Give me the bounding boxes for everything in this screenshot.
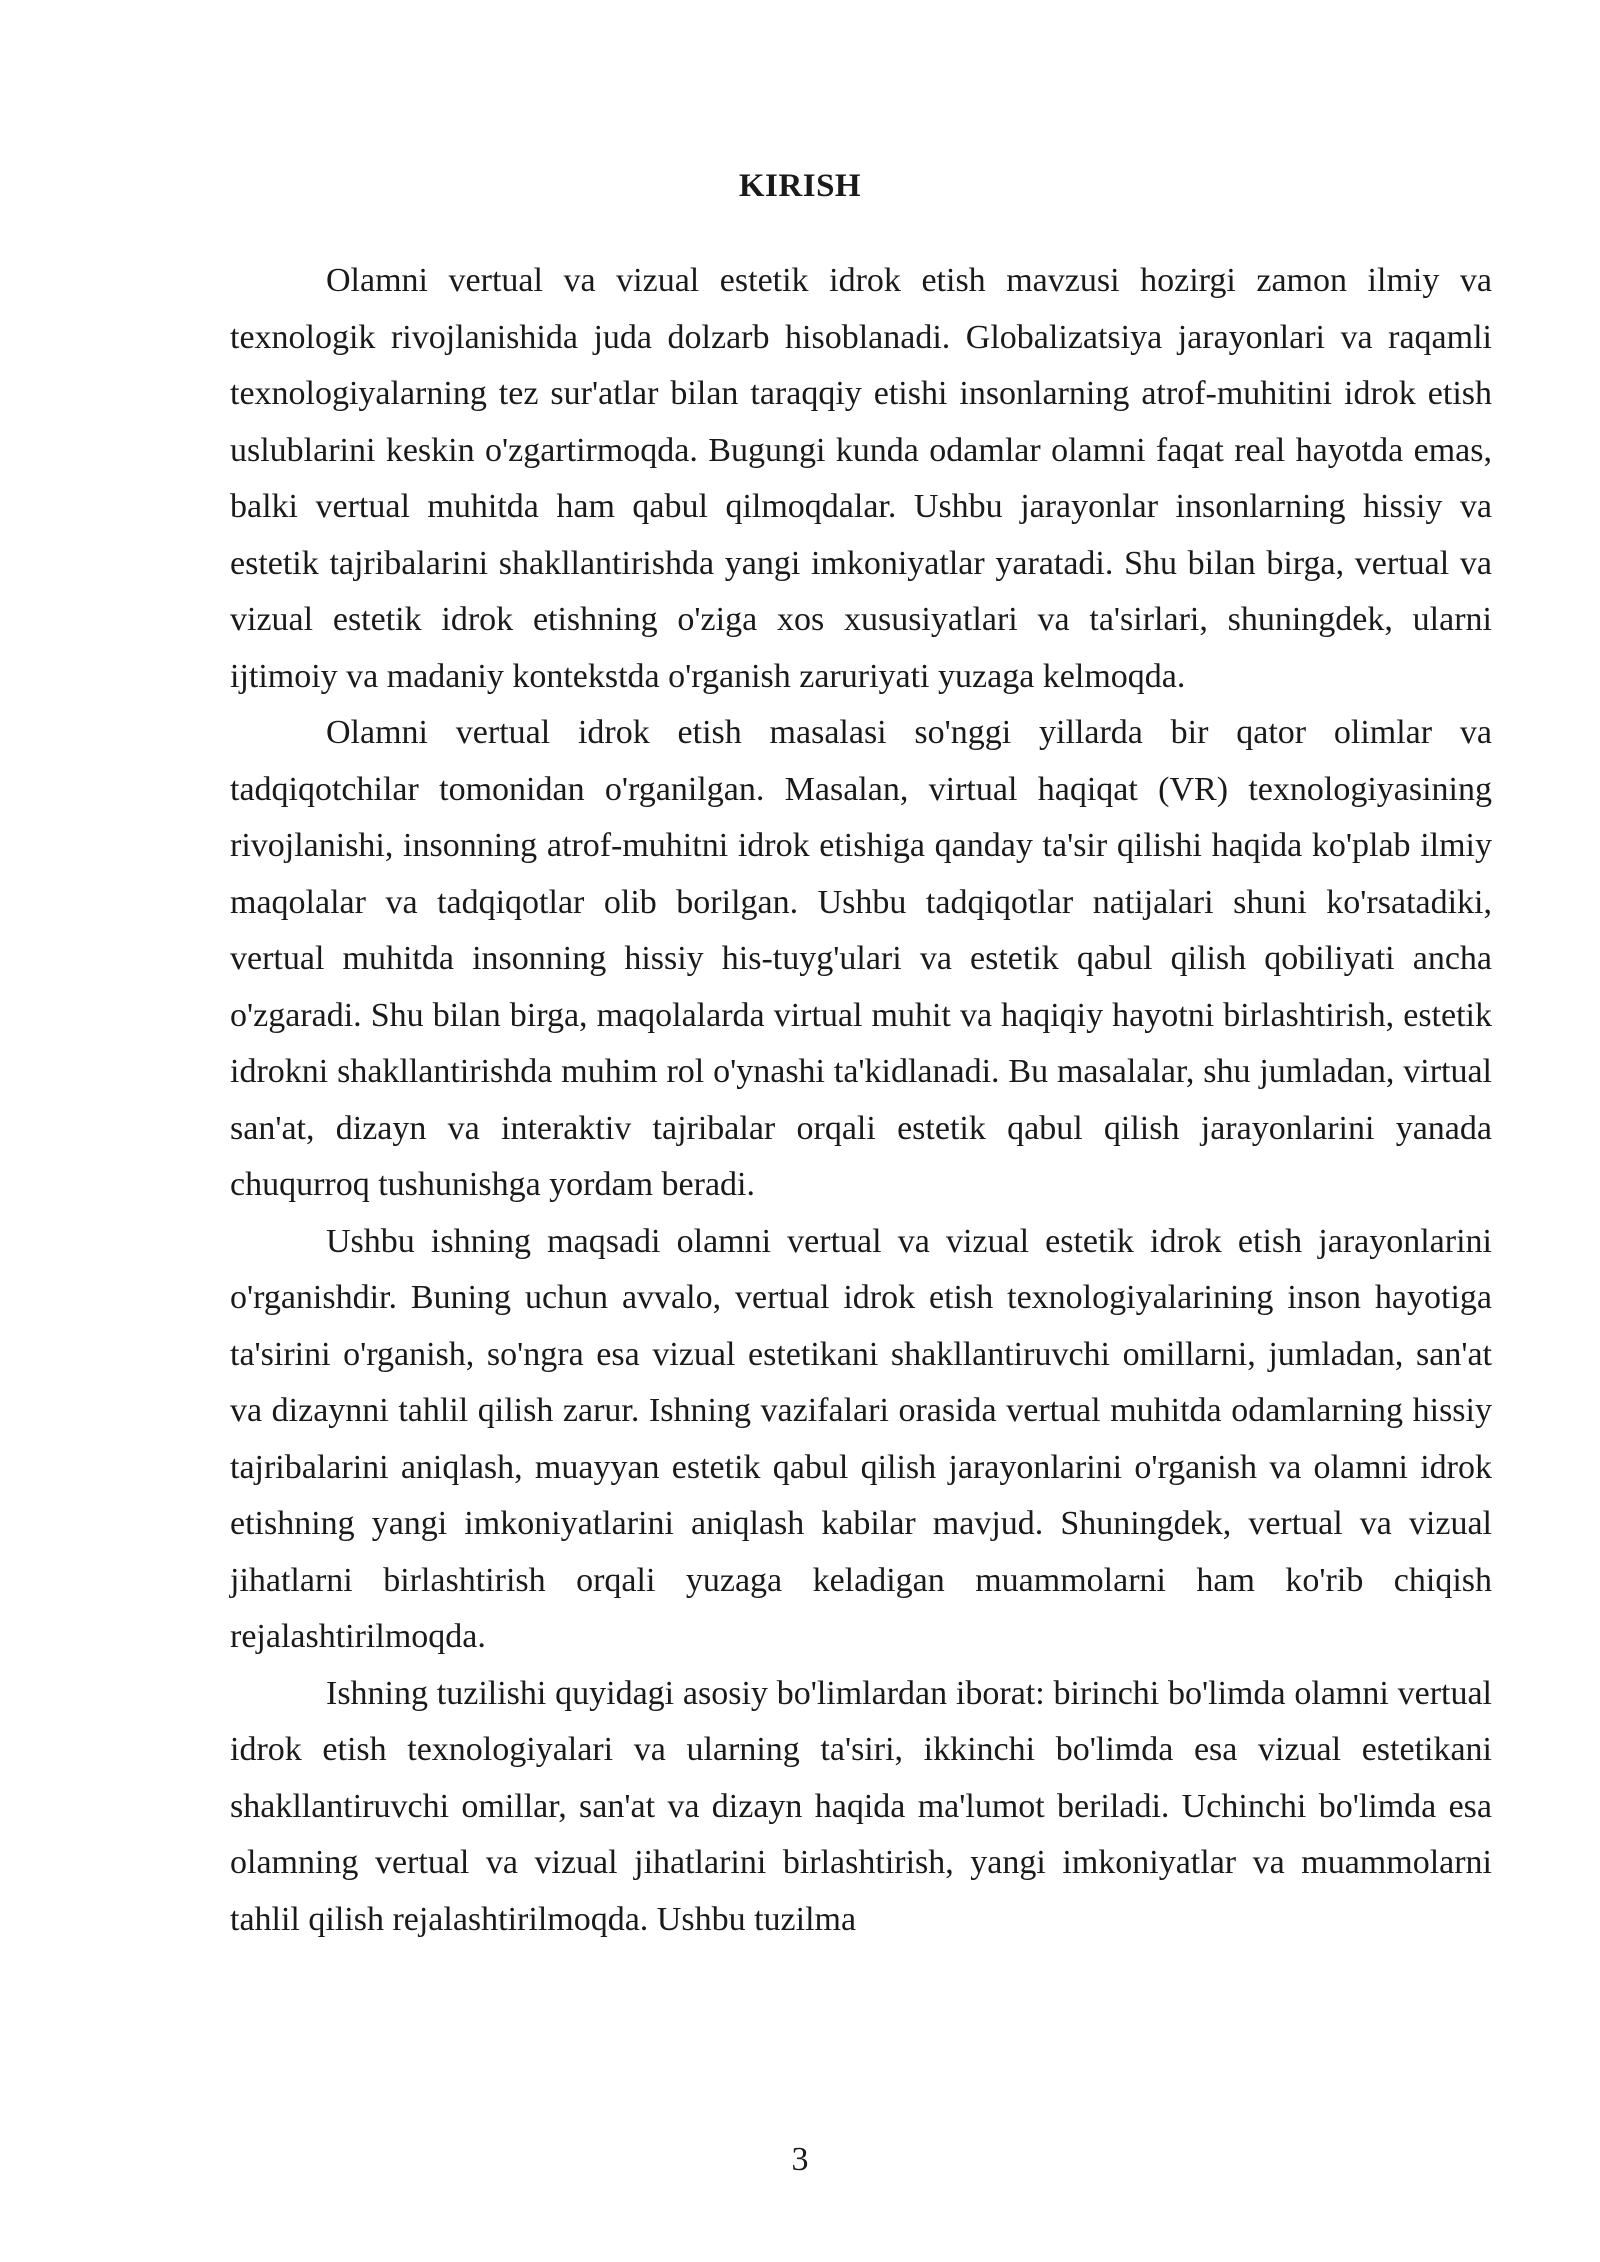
paragraph-research-review: Olamni vertual idrok etish masalasi so'nggi yillarda bir qator olimlar va tadqiqotchilar tomonidan o'rganilgan. Masalan, virtual haqiqat (VR) texnologiyasining rivojlanishi, insonning atrof-muhitni idrok etishiga qanday ta'sir qilishi haqida ko'plab ilmiy maqolalar va tadqiqotlar olib borilgan. Ushbu tadqiqotlar natijalari shuni ko'rsatadiki, vertual muhitda insonning hissiy his-tuyg'ulari va estetik qabul qilish qobiliyati ancha o'zgaradi. Shu bilan birga, maqolalarda virtual muhit va haqiqiy hayotni birlashtirish, estetik idrokni shakllantirishda muhim rol o'ynashi ta'kidlanadi. Bu masalalar, shu jumladan, virtual san'at, dizayn va interaktiv tajribalar orqali estetik qabul qilish jarayonlarini yanada chuqurroq tushunishga yordam beradi. xyxy=(230,714,1492,1203)
page-title: KIRISH xyxy=(738,168,862,204)
page-number: 3 xyxy=(791,2141,809,2178)
document-body xyxy=(230,253,1492,1948)
paragraph-purpose: Ushbu ishning maqsadi olamni vertual va vizual estetik idrok etish jarayonlarini o'rganishdir. Buning uchun avvalo, vertual idrok etish texnologiyalarining inson hayotiga ta'sirini o'rganish, so'ngra esa vizual estetikani shakllantiruvchi omillarni, jumladan, san'at va dizaynni tahlil qilish zarur. Ishning vazifalari orasida vertual muhitda odamlarning hissiy tajribalarini aniqlash, muayyan estetik qabul qilish jarayonlarini o'rganish va olamni idrok etishning yangi imkoniyatlarini aniqlash kabilar mavjud. Shuningdek, vertual va vizual jihatlarni birlashtirish orqali yuzaga keladigan muammolarni ham ko'rib chiqish rejalashtirilmoqda. xyxy=(230,1222,1492,1655)
paragraph-intro: Olamni vertual va vizual estetik idrok etish mavzusi hozirgi zamon ilmiy va texnologik rivojlanishida juda dolzarb hisoblanadi. Globalizatsiya jarayonlari va raqamli texnologiyalarning tez sur'atlar bilan taraqqiy etishi insonlarning atrof-muhitini idrok etish uslublarini keskin o'zgartirmoqda. Bugungi kunda odamlar olamni faqat real hayotda emas, balki vertual muhitda ham qabul qilmoqdalar. Ushbu jarayonlar insonlarning hissiy va estetik tajribalarini shakllantirishda yangi imkoniyatlar yaratadi. Shu bilan birga, vertual va vizual estetik idrok etishning o'ziga xos xususiyatlari va ta'sirlari, shuningdek, ularni ijtimoiy va madaniy kontekstda o'rganish zaruriyati yuzaga kelmoqda. xyxy=(230,262,1492,695)
paragraph-structure: Ishning tuzilishi quyidagi asosiy bo'limlardan iborat: birinchi bo'limda olamni vertual idrok etish texnologiyalari va ularning ta'siri, ikkinchi bo'limda esa vizual estetikani shakllantiruvchi omillar, san'at va dizayn haqida ma'lumot beriladi. Uchinchi bo'limda esa olamning vertual va vizual jihatlarini birlashtirish, yangi imkoniyatlar va muammolarni tahlil qilish rejalashtirilmoqda. Ushbu tuzilma xyxy=(230,1674,1492,1938)
